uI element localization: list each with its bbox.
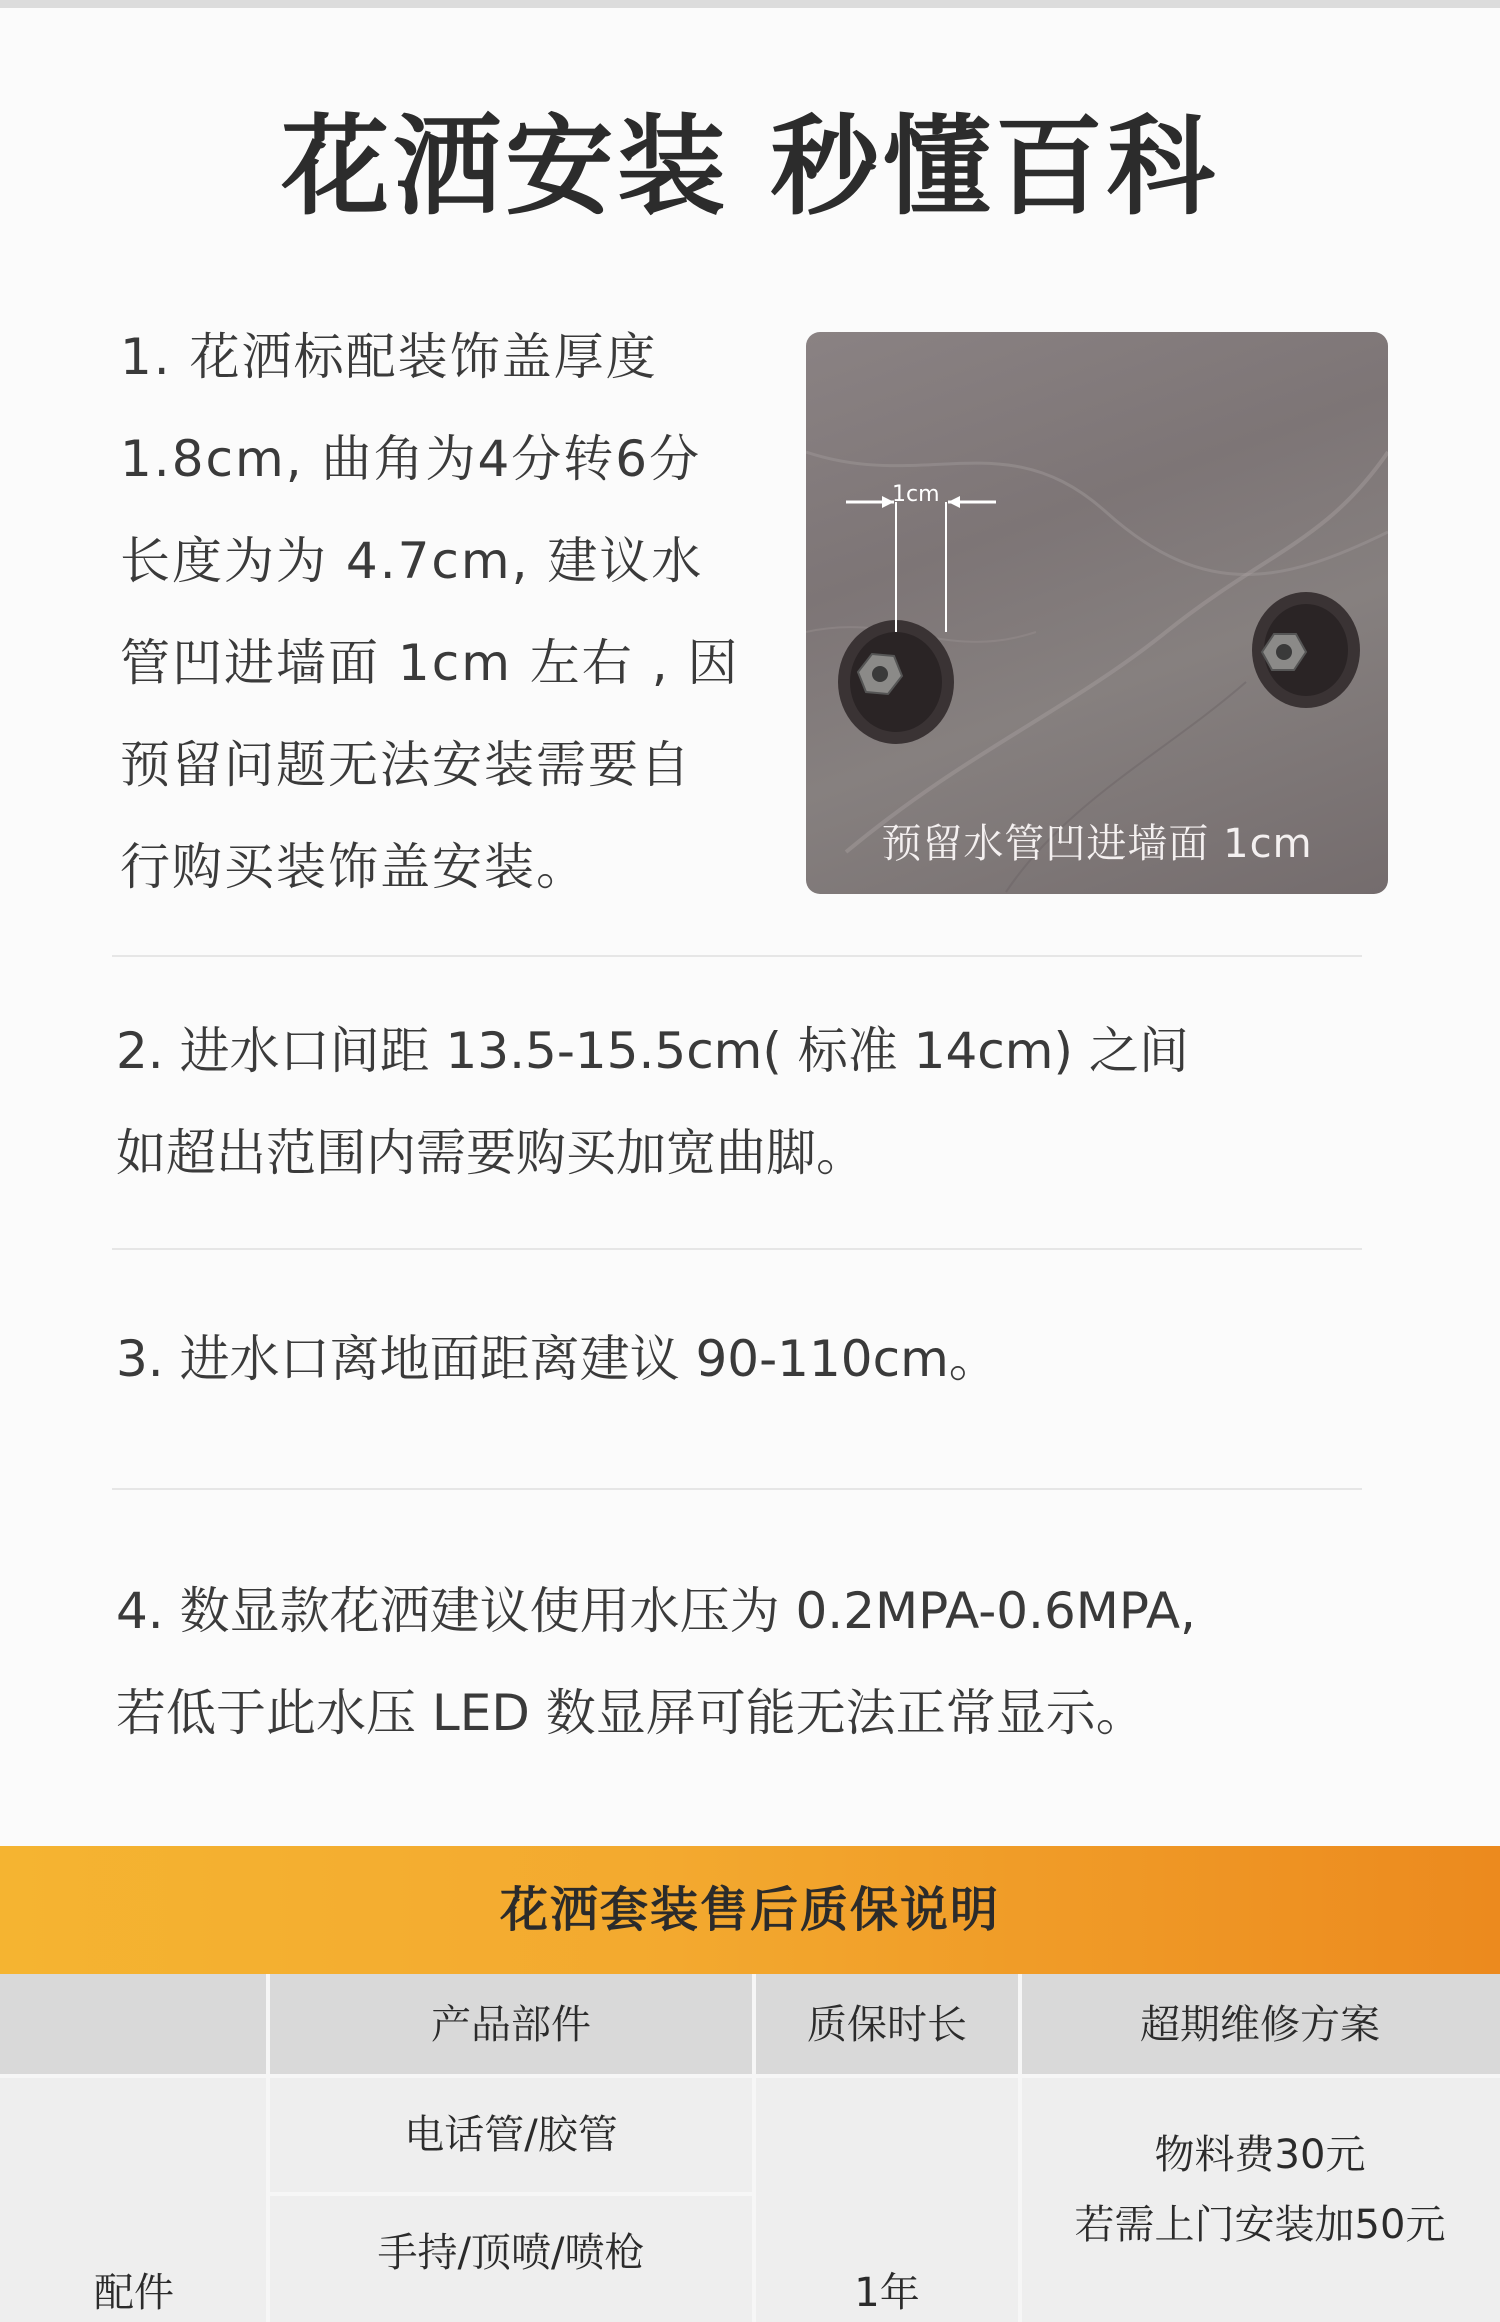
table-grid-line	[268, 2192, 754, 2196]
tip-1-line: 管凹进墙面 1cm 左右 , 因	[120, 634, 740, 692]
tip-3-line: 3. 进水口离地面距离建议 90-110cm。	[116, 1330, 999, 1388]
table-header-parts: 产品部件	[268, 1974, 754, 2076]
photo-caption: 预留水管凹进墙面 1cm	[881, 821, 1313, 867]
divider	[112, 1488, 1362, 1490]
warranty-table	[0, 1974, 1500, 2322]
dimension-label: 1cm	[892, 482, 940, 507]
repair-line: 若需上门安装加50元	[1074, 2202, 1446, 2248]
page-title: 花洒安装 秒懂百科	[281, 105, 1219, 230]
tip-1-line: 行购买装饰盖安装。	[120, 838, 588, 896]
tip-4-line: 4. 数显款花洒建议使用水压为 0.2MPA-0.6MPA,	[116, 1582, 1196, 1640]
top-strip	[0, 0, 1500, 8]
table-header-duration: 质保时长	[754, 1974, 1020, 2076]
table-row	[268, 2076, 754, 2194]
tip-1-line: 1.8cm, 曲角为4分转6分	[120, 430, 702, 488]
category-label: 配件	[94, 2270, 174, 2316]
table-repair-cell	[1020, 2076, 1500, 2322]
wall-pipe-illustration	[806, 332, 1388, 894]
tip-2-line: 如超出范围内需要购买加宽曲脚。	[116, 1124, 866, 1182]
table-grid-line	[1018, 1974, 1022, 2322]
tip-4-line: 若低于此水压 LED 数显屏可能无法正常显示。	[116, 1684, 1146, 1742]
table-grid-line	[752, 1974, 756, 2322]
tip-1-line: 1. 花洒标配装饰盖厚度	[120, 328, 658, 386]
table-header-blank	[0, 1974, 268, 2076]
divider	[112, 955, 1362, 957]
table-grid-line	[0, 2074, 1500, 2078]
table-category-cell	[0, 2076, 268, 2322]
wall-pipe-photo	[806, 332, 1388, 894]
warranty-banner: 花洒套装售后质保说明	[0, 1846, 1500, 1974]
install-tip-4	[116, 1560, 1196, 1764]
duration-value: 1年	[854, 2270, 920, 2316]
tip-2-line: 2. 进水口间距 13.5-15.5cm( 标准 14cm) 之间	[116, 1022, 1189, 1080]
divider	[112, 1248, 1362, 1250]
part-name: 手持/顶喷/喷枪	[377, 2230, 645, 2276]
tip-1-line: 长度为为 4.7cm, 建议水	[120, 532, 704, 590]
table-duration-cell	[754, 2076, 1020, 2322]
install-tip-1	[120, 306, 739, 918]
install-tip-3	[116, 1308, 999, 1410]
part-name: 电话管/胶管	[404, 2112, 618, 2158]
tip-1-line: 预留问题无法安装需要自	[120, 736, 692, 794]
table-row	[268, 2194, 754, 2322]
table-grid-line	[266, 1974, 270, 2322]
table-header-repair: 超期维修方案	[1020, 1974, 1500, 2076]
repair-line: 物料费30元	[1154, 2132, 1366, 2178]
install-tip-2	[116, 1000, 1189, 1204]
